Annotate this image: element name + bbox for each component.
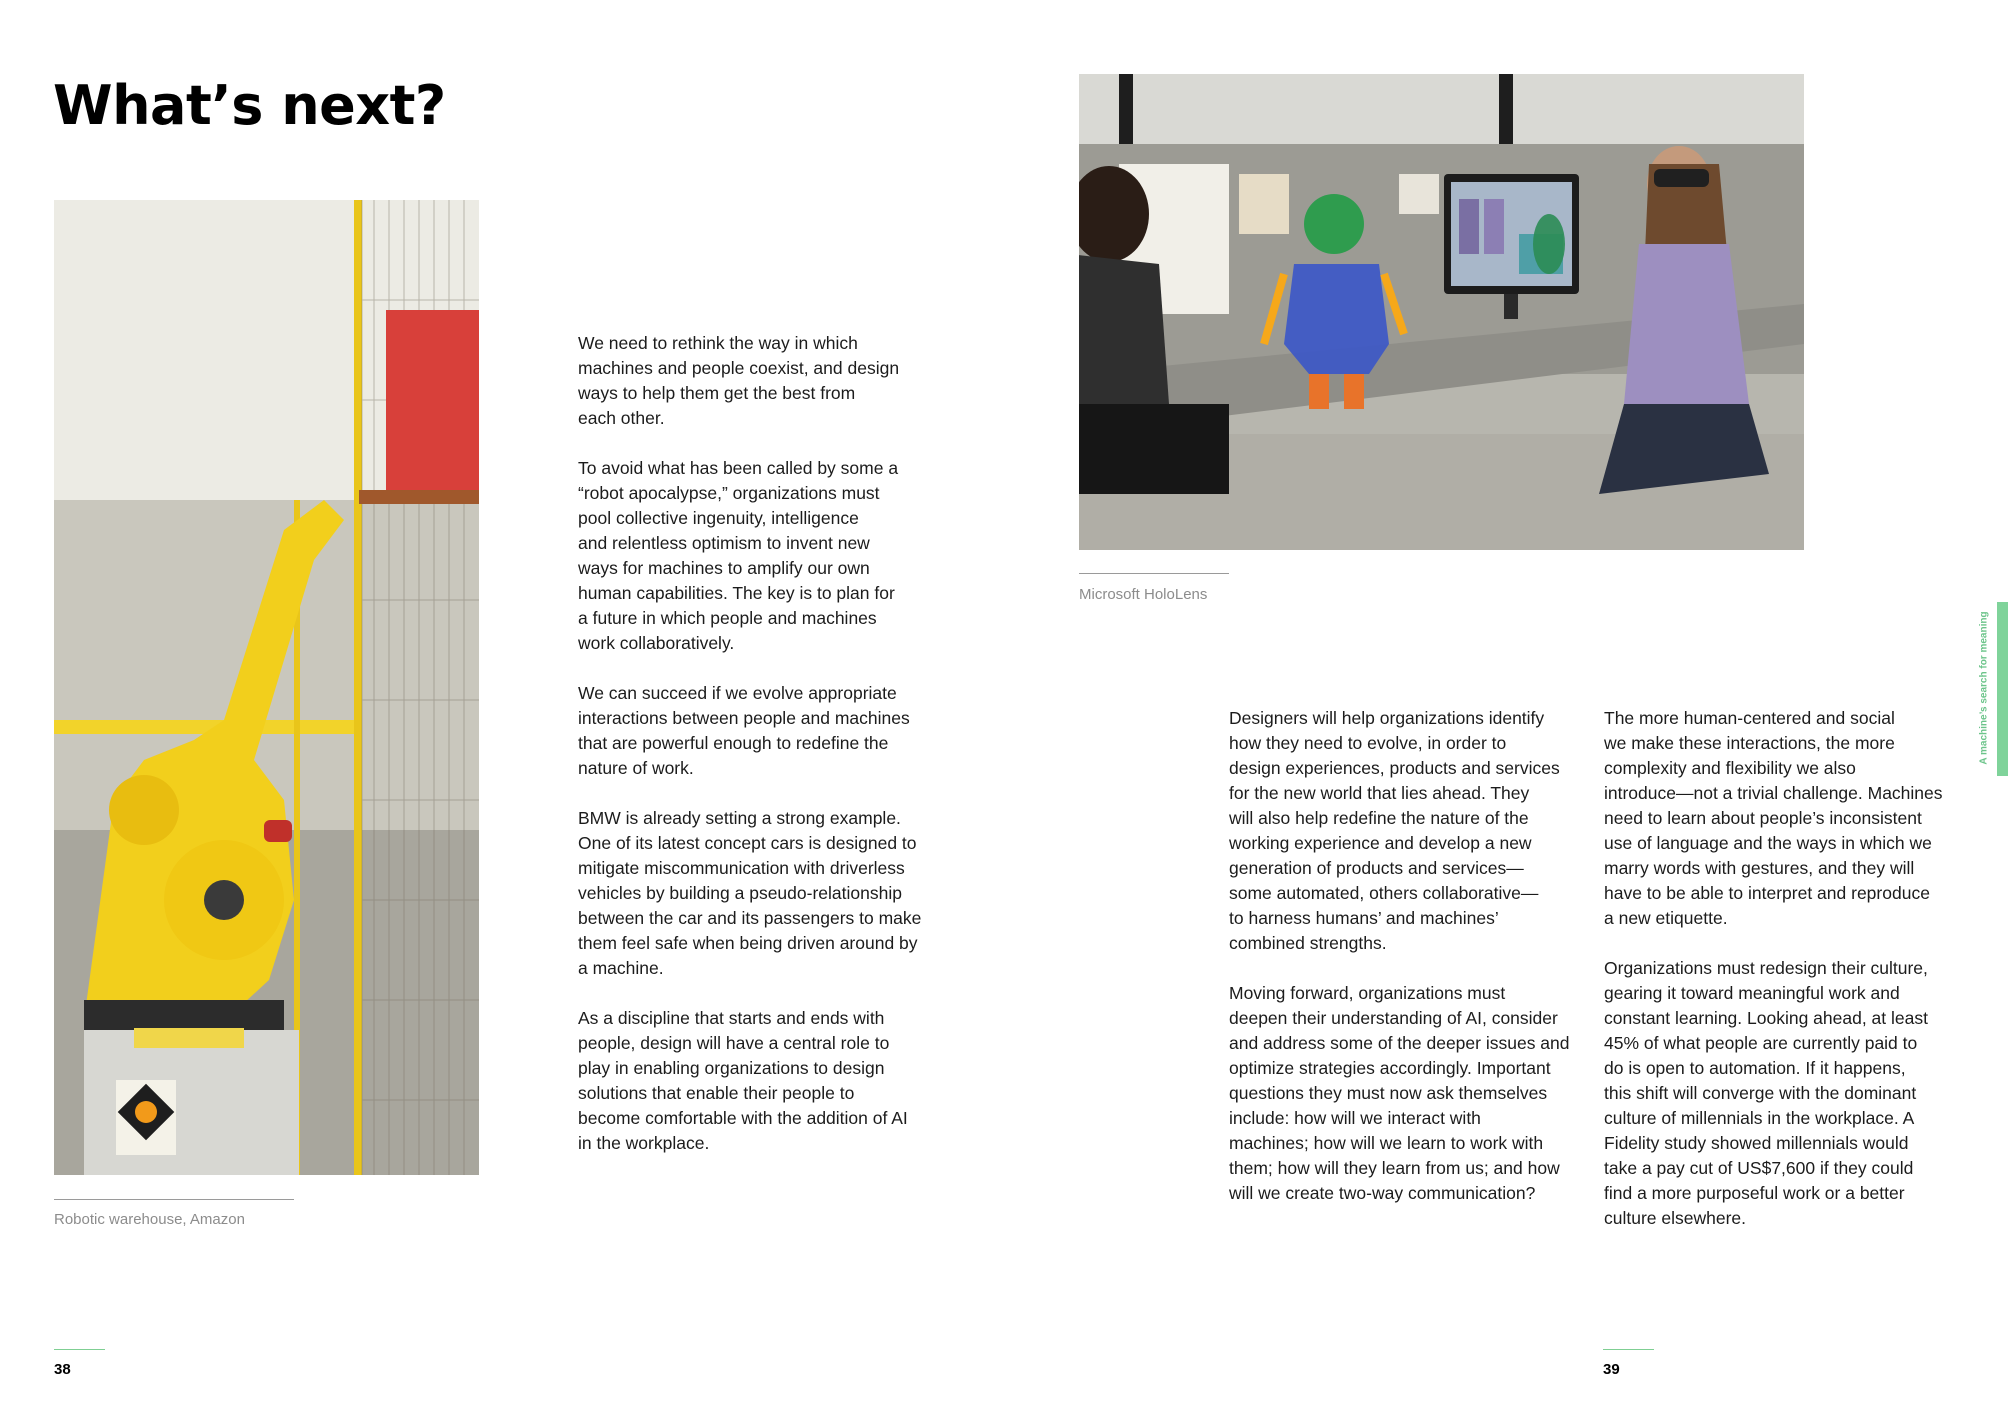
body-column-left xyxy=(578,331,958,1181)
paragraph: As a discipline that starts and ends with people, design will have a central role to play in enabling organizations to design solutions that enable their people to become comfortable with the addition of AI in the workplace. xyxy=(578,1008,908,1153)
paragraph: Moving forward, organizations must deepen their understanding of AI, consider and address some of the deeper issues and optimize strategies accordingly. Important questions they must now ask themselves include: how will we interact with machines; how will we learn to work with them; how will they learn from us; and how will we create two-way communication? xyxy=(1229,983,1570,1203)
page-number-left: 38 xyxy=(54,1361,71,1378)
body-column-right xyxy=(1604,706,1964,1256)
paragraph: We can succeed if we evolve appropriate interactions between people and machines that are powerful enough to redefine the nature of work. xyxy=(578,683,910,778)
body-column-middle xyxy=(1229,706,1589,1231)
robot-photo-caption: Robotic warehouse, Amazon xyxy=(54,1211,245,1228)
page-title: What’s next? xyxy=(53,74,446,137)
paragraph: BMW is already setting a strong example. One of its latest concept cars is designed to mitigate miscommunication with driverless vehicles by building a pseudo-relationship between the car and its passengers to make them feel safe when being driven around by a machine. xyxy=(578,808,922,978)
page-number-rule-left xyxy=(54,1349,105,1350)
paragraph: The more human-centered and social we make these interactions, the more complexity and flexibility we also introduce—not a trivial challenge. Machines need to learn about people’s inconsistent use of language and the ways in which we marry words with gestures, and they will have to be able to interpret and reproduce a new etiquette. xyxy=(1604,708,1943,928)
hololens-caption-rule xyxy=(1079,573,1229,574)
robot-warehouse-photo xyxy=(54,200,479,1175)
paragraph: Organizations must redesign their culture, gearing it toward meaningful work and constant learning. Looking ahead, at least 45% of what people are currently paid to do is open to automation. If it happens, this shift will converge with the dominant culture of millennials in the workplace. A Fidelity study showed millennials would take a pay cut of US$7,600 if they could find a more purposeful work or a better culture elsewhere. xyxy=(1604,958,1928,1228)
section-side-tab xyxy=(1997,602,2008,776)
robot-caption-rule xyxy=(54,1199,294,1200)
page-number-rule-right xyxy=(1603,1349,1654,1350)
paragraph: To avoid what has been called by some a “robot apocalypse,” organizations must pool collective ingenuity, intelligence and relentless optimism to invent new ways for machines to amplify our own human capabilities. The key is to plan for a future in which people and machines work collaboratively. xyxy=(578,458,899,653)
page-number-right: 39 xyxy=(1603,1361,1620,1378)
paragraph: We need to rethink the way in which machines and people coexist, and design ways to help them get the best from each other. xyxy=(578,333,900,428)
paragraph: Designers will help organizations identify how they need to evolve, in order to design experiences, products and services for the new world that lies ahead. They will also help redefine the nature of the working experience and develop a new generation of products and services— some automated, others collaborative— to harness humans’ and machines’ combined strengths. xyxy=(1229,708,1560,953)
hololens-photo xyxy=(1079,74,1804,550)
section-side-label: A machine’s search for meaning xyxy=(1978,611,1990,765)
hololens-photo-caption: Microsoft HoloLens xyxy=(1079,586,1208,603)
